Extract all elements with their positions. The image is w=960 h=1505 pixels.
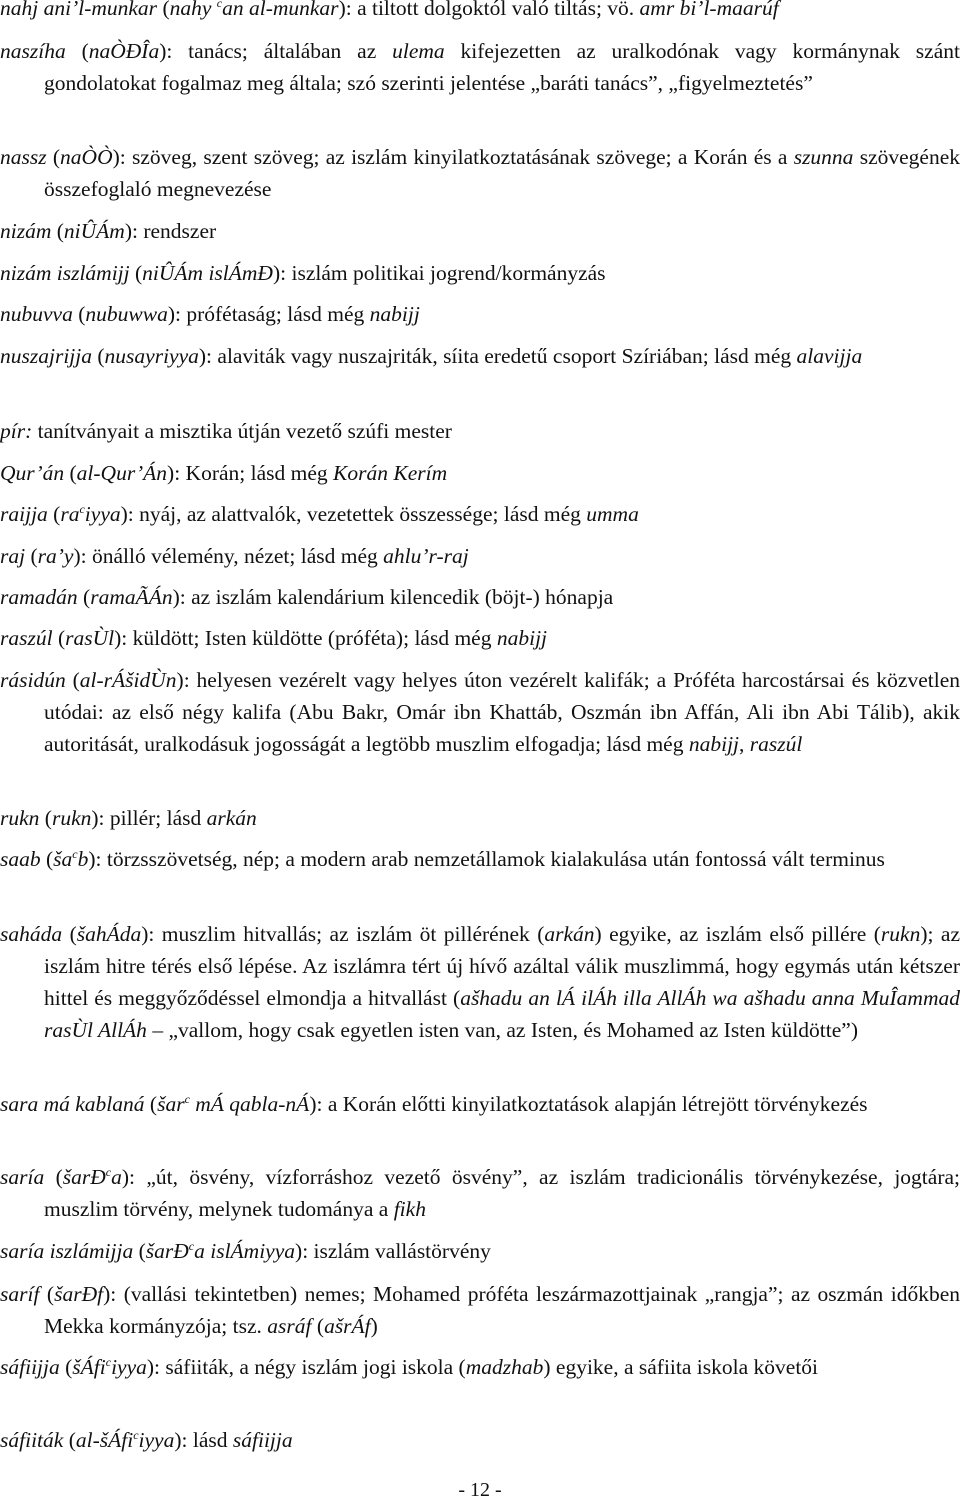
italic-term: szunna bbox=[793, 145, 854, 169]
definition-text: ); az iszlám hitre térés első lépése. Az iszlámra tért új hívő azáltal válik muszlimmá, hogy egymás után kétszer hittel és meggyőződéssel elmondja a hitvallást ( bbox=[44, 922, 960, 1010]
italic-term: ra bbox=[60, 502, 80, 526]
glossary-entry-safiijja bbox=[0, 1351, 960, 1383]
definition-text: ): az iszlám kalendárium kilencedik (böjt-) hónapja bbox=[172, 585, 614, 609]
definition-text: ): a tiltott dolgoktól való tiltás; vö. bbox=[338, 0, 640, 20]
italic-term: sáfiiták bbox=[0, 1428, 64, 1452]
glossary-entry-rasidun bbox=[0, 664, 960, 760]
italic-term: al-Qur’Án bbox=[76, 461, 168, 485]
italic-term: nabijj bbox=[496, 626, 548, 650]
italic-term: rukn bbox=[51, 806, 92, 830]
glossary-entry-nahj-ani-l-munkar bbox=[0, 0, 960, 24]
definition-text: ): a Korán előtti kinyilatkoztatások alapján létrejött törvénykezés bbox=[309, 1092, 868, 1116]
definition-text: ): küldött; Isten küldötte (próféta); lásd még bbox=[114, 626, 497, 650]
italic-term: saría bbox=[0, 1165, 45, 1189]
italic-term: raszúl bbox=[749, 732, 803, 756]
definition-text: ): tanács; általában az bbox=[159, 39, 393, 63]
definition-text: ): lásd bbox=[174, 1428, 233, 1452]
definition-text: ( bbox=[77, 585, 91, 609]
definition-text: ( bbox=[144, 1092, 158, 1116]
glossary-entry-nubuvva bbox=[0, 298, 960, 330]
italic-term: a islÁmiyya bbox=[194, 1239, 296, 1263]
definition-text: ( bbox=[44, 1165, 63, 1189]
definition-text: ): Korán; lásd még bbox=[167, 461, 334, 485]
definition-text: ( bbox=[39, 1282, 55, 1306]
definition-text: ( bbox=[72, 302, 86, 326]
definition-text: ): sáfiiták, a négy iszlám jogi iskola ( bbox=[146, 1355, 466, 1379]
superscript-ayn: c bbox=[79, 502, 85, 516]
definition-text: ) egyike, a sáfiita iskola követői bbox=[543, 1355, 819, 1379]
definition-text: ): szöveg, szent szöveg; az iszlám kinyilatkoztatásának szövege; a Korán és a bbox=[112, 145, 794, 169]
definition-text: ( bbox=[59, 1355, 73, 1379]
italic-term: niÛÁm bbox=[63, 219, 125, 243]
italic-term: nubuwwa bbox=[85, 302, 168, 326]
italic-term: Qur’án bbox=[0, 461, 65, 485]
definition-text: – „vallom, hogy csak egyetlen isten van, az Isten, és Mohamed az Isten küldötte”) bbox=[146, 1018, 859, 1042]
definition-text: szövegének összefoglaló megnevezése bbox=[44, 145, 960, 201]
glossary-entry-saria bbox=[0, 1161, 960, 1225]
italic-term: ašhadu an lÁ ilÁh illa AllÁh wa ašhadu anna MuÎammad rasÙl AllÁh bbox=[44, 986, 960, 1042]
glossary-entry-nizam-iszlamijj bbox=[0, 257, 960, 289]
italic-term: nahj ani’l-munkar bbox=[0, 0, 158, 20]
italic-term: šÁfi bbox=[72, 1355, 106, 1379]
definition-text: ( bbox=[46, 145, 61, 169]
italic-term: šar bbox=[157, 1092, 185, 1116]
definition-text: ( bbox=[25, 544, 38, 568]
glossary-entry-safiitak bbox=[0, 1424, 960, 1456]
glossary-entry-sara-ma-kablana bbox=[0, 1088, 960, 1120]
glossary-entry-saab bbox=[0, 843, 960, 875]
definition-text: kifejezetten az uralkodónak vagy kormánynak szánt gondolatokat fogalmaz meg általa; szó szerinti jelentése „baráti tanács”, „figyelmeztetés” bbox=[44, 39, 960, 95]
italic-term: madzhab bbox=[465, 1355, 544, 1379]
italic-term: naÒÐÎa bbox=[88, 39, 160, 63]
definition-text: ( bbox=[133, 1239, 146, 1263]
glossary-entry-nassz bbox=[0, 141, 960, 205]
italic-term: nabijj bbox=[688, 732, 740, 756]
italic-term: a bbox=[111, 1165, 122, 1189]
italic-term: rukn bbox=[0, 806, 40, 830]
italic-term: niÛÁm islÁmÐ bbox=[142, 261, 273, 285]
glossary-entry-naszíha bbox=[0, 35, 960, 99]
definition-text: ): „út, ösvény, vízforráshoz vezető ösvény”, az iszlám tradicionális törvénykezése, jogtára; muszlim törvény, melynek tudománya a bbox=[44, 1165, 960, 1221]
italic-term: iyya bbox=[84, 502, 121, 526]
definition-text: ( bbox=[62, 922, 77, 946]
italic-term: šarÐ bbox=[62, 1165, 106, 1189]
italic-term: rasÙl bbox=[65, 626, 115, 650]
superscript-ayn: c bbox=[105, 1165, 112, 1179]
glossary-entry-sahada bbox=[0, 918, 960, 1046]
glossary-entry-saria-iszlamijja bbox=[0, 1235, 960, 1267]
italic-term: al-šÁfi bbox=[75, 1428, 134, 1452]
italic-term: al-rÁšidÙn bbox=[79, 668, 177, 692]
italic-term: saríf bbox=[0, 1282, 40, 1306]
definition-text: ( bbox=[51, 219, 64, 243]
definition-text: ): pillér; lásd bbox=[91, 806, 207, 830]
italic-term: ra’y bbox=[37, 544, 74, 568]
superscript-ayn: c bbox=[72, 847, 78, 861]
definition-text: ( bbox=[39, 806, 52, 830]
definition-text: ) bbox=[370, 1314, 378, 1338]
definition-text: ): rendszer bbox=[124, 219, 217, 243]
italic-term: alavijja bbox=[796, 344, 863, 368]
italic-term: nizám iszlámijj bbox=[0, 261, 130, 285]
definition-text: ): alaviták vagy nuszajriták, síita eredetű csoport Szíriában; lásd még bbox=[198, 344, 797, 368]
glossary-entry-ramadan bbox=[0, 581, 960, 613]
italic-term: rukn bbox=[880, 922, 921, 946]
italic-term: an al-munkar bbox=[222, 0, 339, 20]
definition-text: ): törzsszövetség, nép; a modern arab nemzetállamok kialakulása után fontossá vált terminus bbox=[88, 847, 885, 871]
italic-term: saháda bbox=[0, 922, 63, 946]
italic-term: b bbox=[77, 847, 89, 871]
glossary-entry-rukn bbox=[0, 802, 960, 834]
definition-text: ): önálló vélemény, nézet; lásd még bbox=[73, 544, 384, 568]
superscript-ayn: c bbox=[184, 1092, 190, 1106]
italic-term: pír: bbox=[0, 419, 33, 443]
definition-text: ( bbox=[40, 847, 54, 871]
superscript-ayn: c bbox=[133, 1428, 139, 1442]
definition-text: , bbox=[739, 732, 750, 756]
glossary-entry-raszul bbox=[0, 622, 960, 654]
italic-term: ša bbox=[53, 847, 73, 871]
superscript-ayn: c bbox=[105, 1355, 112, 1369]
italic-term: iyya bbox=[138, 1428, 175, 1452]
italic-term: naÒÒ bbox=[60, 145, 113, 169]
italic-term: naszíha bbox=[0, 39, 66, 63]
italic-term: nusayriyya bbox=[104, 344, 199, 368]
definition-text: ( bbox=[157, 0, 170, 20]
glossary-entry-pir bbox=[0, 415, 960, 447]
glossary-entry-sarif bbox=[0, 1278, 960, 1342]
italic-term: ramaÃÁn bbox=[90, 585, 173, 609]
italic-term: mÁ qabla-nÁ bbox=[189, 1092, 310, 1116]
italic-term: šahÁda bbox=[76, 922, 142, 946]
glossary-entry-quran bbox=[0, 457, 960, 489]
italic-term: sara má kablaná bbox=[0, 1092, 145, 1116]
glossary-entry-raj bbox=[0, 540, 960, 572]
definition-text: ): iszlám vallástörvény bbox=[295, 1239, 491, 1263]
definition-text: ): muszlim hitvallás; az iszlám öt pillérének ( bbox=[141, 922, 545, 946]
definition-text: ( bbox=[65, 668, 80, 692]
italic-term: šarÐf bbox=[54, 1282, 104, 1306]
italic-term: ulema bbox=[392, 39, 445, 63]
superscript-ayn: c bbox=[216, 0, 223, 10]
definition-text: ( bbox=[47, 502, 61, 526]
glossary-entry-nizam bbox=[0, 215, 960, 247]
italic-term: nubuvva bbox=[0, 302, 73, 326]
glossary-entry-raijja bbox=[0, 498, 960, 530]
definition-text: ): nyáj, az alattvalók, vezetettek összessége; lásd még bbox=[120, 502, 587, 526]
italic-term: sáfiijja bbox=[0, 1355, 60, 1379]
definition-text: ): iszlám politikai jogrend/kormányzás bbox=[272, 261, 606, 285]
italic-term: ramadán bbox=[0, 585, 78, 609]
italic-term: saría iszlámijja bbox=[0, 1239, 134, 1263]
glossary-entry-nuszajrijja bbox=[0, 340, 960, 372]
definition-text: tanítványait a misztika útján vezető szúfi mester bbox=[32, 419, 452, 443]
definition-text: ) egyike, az iszlám első pillére ( bbox=[594, 922, 881, 946]
definition-text: ( bbox=[311, 1314, 325, 1338]
definition-text: ): (vallási tekintetben) nemes; Mohamed próféta leszármazottjainak „rangja”; az oszmán időkben Mekka kormányzója; tsz. bbox=[44, 1282, 960, 1338]
italic-term: nahy bbox=[169, 0, 217, 20]
italic-term: raszúl bbox=[0, 626, 53, 650]
italic-term: šarÐ bbox=[145, 1239, 189, 1263]
italic-term: nizám bbox=[0, 219, 52, 243]
italic-term: raj bbox=[0, 544, 26, 568]
italic-term: rásidún bbox=[0, 668, 66, 692]
italic-term: nassz bbox=[0, 145, 47, 169]
italic-term: ašrÁf bbox=[324, 1314, 371, 1338]
italic-term: nabijj bbox=[369, 302, 420, 326]
italic-term: Korán Kerím bbox=[333, 461, 448, 485]
definition-text: ( bbox=[64, 461, 77, 485]
definition-text: ): helyesen vezérelt vagy helyes úton vezérelt kalifák; a Próféta harcostársai és közvetlen utódai: az első négy kalifa (Abu Bakr, Omár ibn Khattáb, Oszmán ibn Affán, Ali ibn Abi Tálib), akik autoritását, uralkodásuk jogosságát a legtöbb muszlim elfogadja; lásd még bbox=[44, 668, 960, 756]
definition-text: ( bbox=[129, 261, 143, 285]
italic-term: arkán bbox=[206, 806, 257, 830]
definition-text: ( bbox=[52, 626, 66, 650]
italic-term: iyya bbox=[111, 1355, 147, 1379]
definition-text: ( bbox=[65, 39, 89, 63]
superscript-ayn: c bbox=[188, 1239, 195, 1253]
definition-text: ( bbox=[63, 1428, 76, 1452]
italic-term: saab bbox=[0, 847, 41, 871]
italic-term: arkán bbox=[544, 922, 595, 946]
page-number: - 12 - bbox=[458, 1479, 502, 1501]
italic-term: fikh bbox=[393, 1197, 426, 1221]
definition-text: ( bbox=[92, 344, 105, 368]
italic-term: sáfiijja bbox=[232, 1428, 293, 1452]
definition-text: ): prófétaság; lásd még bbox=[167, 302, 370, 326]
italic-term: umma bbox=[586, 502, 639, 526]
italic-term: ahlu’r-raj bbox=[383, 544, 469, 568]
italic-term: raijja bbox=[0, 502, 48, 526]
italic-term: asráf bbox=[267, 1314, 312, 1338]
italic-term: nuszajrijja bbox=[0, 344, 92, 368]
italic-term: amr bi’l-maarúf bbox=[639, 0, 779, 20]
